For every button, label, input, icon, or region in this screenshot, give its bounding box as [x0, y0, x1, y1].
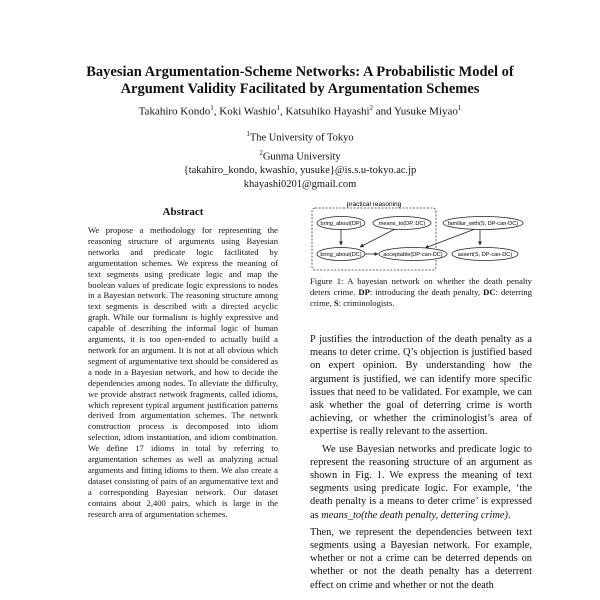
figure-1-bayesian-network — [305, 198, 537, 272]
edge-n3-n5 — [425, 229, 475, 248]
figure-caption — [310, 276, 532, 309]
caption-text: A bayesian network on whether the death penalty deters crime. — [310, 276, 532, 297]
node-label: assert(S, DP-can-DC) — [457, 252, 513, 258]
node-label: means_to(DP, DC) — [378, 221, 426, 227]
author-name: Yusuke Miyao — [394, 105, 458, 118]
author-list: Takahiro Kondo$^1$, Koki Washio$^1$, Katsuhiko Hayashi$^2$ and Yusuke Miyao$^1$ — [138, 104, 462, 118]
node-label: bring_about(DP) — [320, 221, 362, 227]
title-line-1: Bayesian Argumentation-Scheme Networks: A Probabilistic Model of — [86, 64, 514, 80]
node-bring-about-dp — [317, 217, 365, 230]
affiliation-text: Gunma University — [262, 151, 341, 162]
caption-s-text: : criminologists. — [338, 298, 395, 308]
affiliation-2 — [40, 146, 560, 165]
body-text — [310, 333, 532, 596]
node-bring-about-dc — [317, 248, 365, 261]
caption-label: Figure 1: — [310, 276, 344, 286]
abstract-text: We propose a methodology for representing the reasoning structure of arguments using Bayesian networks and predicate logic facilitated by argumentation schemes. We express the meaning of text segments using predicate logic and map the boolean values of predicate logic expressions to nodes in a Bayesian network. The reasoning structure among text segments is described with a directed acyclic graph. While our formalism is highly expressive and capable of describing the informal logic of human arguments, it is too open-ended to actually build a network for an argument. It is not at all obvious which segment of argumentative text should be considered as a node in a Bayesian network, and how to decide the dependencies among nodes. To alleviate the difficulty, we provide abstract network fragments, called idioms, which represent typical argument justification patterns derived from argumentation schemes. The network construction process is decomposed into idiom selection, idiom instantiation, and idiom combination. We define 17 idioms in total by referring to argumentation schemes as well as analyzing actual arguments and fitting idioms to them. We also create a dataset consisting of pairs of an argumentative text and a corresponding Bayesian network. Our dataset contains about 2,400 pairs, which is large in the research area of argumentation schemes. — [88, 225, 278, 519]
paper-title — [40, 64, 560, 98]
predicate-example: means_to(the death penalty, dettering crime) — [321, 509, 508, 521]
author-name: Takahiro Kondo — [138, 105, 211, 118]
caption-dc-key: DC — [483, 287, 496, 297]
author-name: Katsuhiko Hayashi — [285, 105, 370, 118]
affiliations — [40, 127, 560, 192]
author-affil-mark: 1 — [457, 104, 462, 112]
node-assert — [452, 248, 518, 261]
title-line-2: Argument Validity Facilitated by Argumentation Schemes — [120, 81, 480, 97]
caption-s-key: S — [333, 298, 339, 308]
edge-n2-n4 — [360, 229, 395, 247]
node-label: acceptable(DP-can-DC) — [383, 252, 443, 258]
node-means-to — [373, 217, 431, 230]
node-acceptable — [379, 248, 447, 261]
node-label: familiar_with(S, DP-can-DC) — [447, 221, 519, 227]
node-label: bring_about(DC) — [320, 252, 362, 258]
author-affil-mark: 1 — [276, 104, 281, 112]
email-2: khayashi0201@gmail.com — [243, 179, 357, 190]
caption-dp-key: DP — [358, 287, 370, 297]
body-paragraph-2 — [310, 443, 532, 522]
abstract-heading: Abstract — [162, 206, 204, 218]
affiliation-text: The University of Tokyo — [249, 132, 354, 144]
affiliation-mark: 2 — [259, 148, 263, 157]
affiliation-mark: 1 — [246, 130, 250, 138]
caption-dc-text: : deterring crime, — [310, 287, 532, 308]
author-name: Koki Washio — [219, 105, 277, 118]
body-paragraph-3: Then, we represent the dependencies between text segments using a Bayesian network. For example, whether or not a crime can be deterred depends on whether or not the death penalty has a deterrent effect on crime and whether or not the death — [310, 526, 532, 591]
email-1: {takahiro_kondo, kwashio, yusuke}@is.s.u-tokyo.ac.jp — [183, 165, 417, 176]
node-familiar-with — [443, 217, 523, 230]
paragraph-text: We use Bayesian networks and predicate logic to represent the reasoning structure of an argument as shown in Fig. 1. We express the meaning of text segments using predicate logic. For example, ‘the death penalty is a means to deter crime’ is expressed as — [310, 443, 532, 521]
body-paragraph-1: P justifies the introduction of the death penalty as a means to deter crime. Q’s objection is justified based on expert opinion. By understanding how the argument is justified, we can identify more specific issues that need to be validated. For example, we can ask whether the goal of deterring crime is worth achieving, or whether the criminologist’s area of expertise is really relevant to the assertion. — [310, 334, 532, 438]
author-affil-mark: 2 — [369, 104, 374, 112]
author-affil-mark: 1 — [210, 104, 214, 112]
caption-dp-text: : introducing the death penalty, — [369, 287, 481, 297]
paragraph-text: . — [507, 509, 511, 521]
group-label: practical reasoning — [346, 201, 402, 208]
affiliation-1 — [40, 127, 560, 146]
